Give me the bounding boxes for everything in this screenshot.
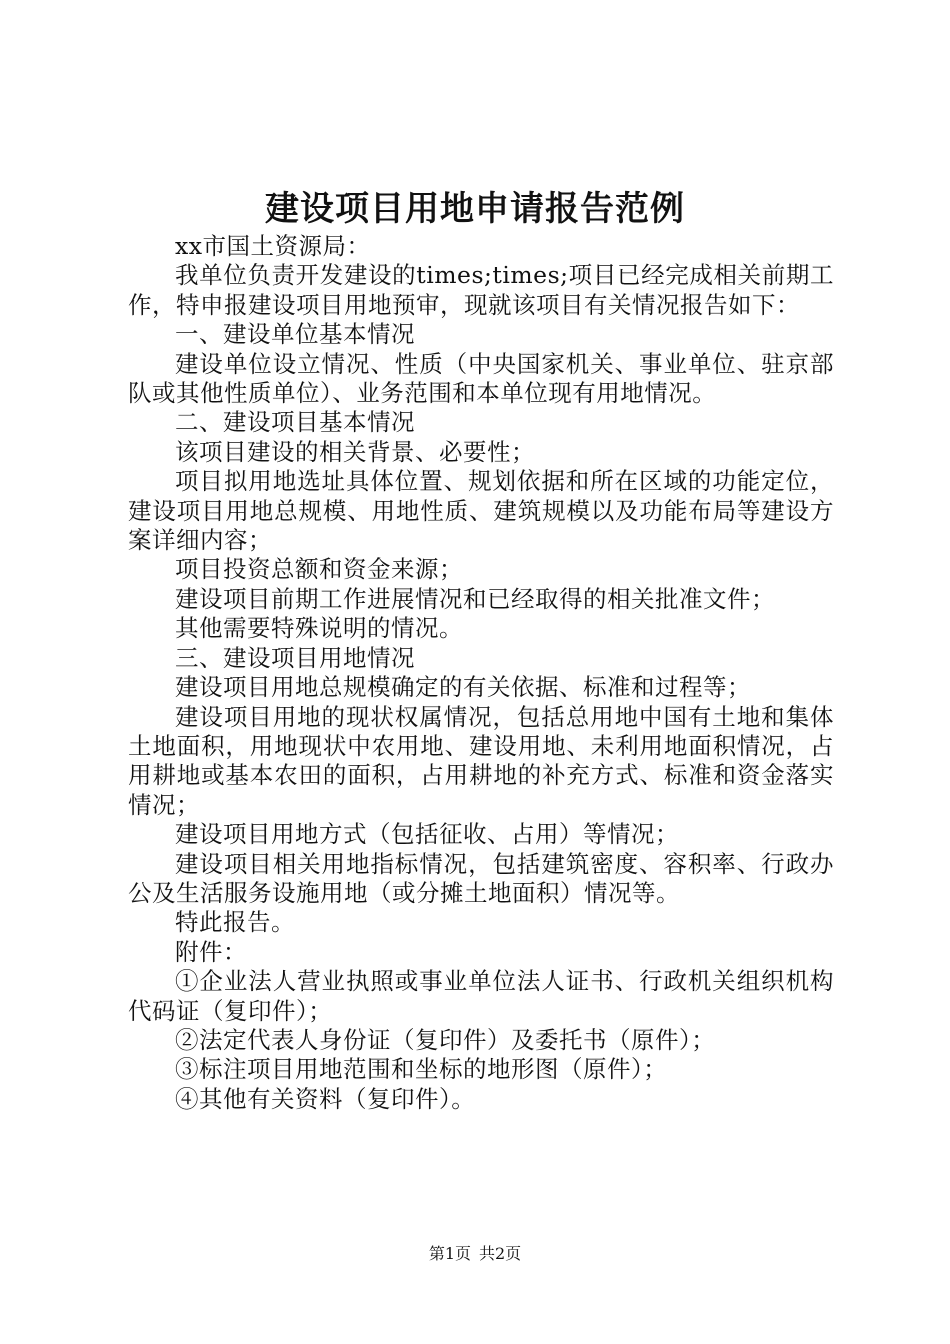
attachment-item: ③标注项目用地范围和坐标的地形图（原件）； xyxy=(175,1055,668,1084)
paragraph: 项目投资总额和资金来源； xyxy=(175,555,463,584)
attachment-item: ②法定代表人身份证（复印件）及委托书（原件）； xyxy=(175,1025,716,1054)
paragraph: 建设项目相关用地指标情况，包括建筑密度、容积率、行政办公及生活服务设施用地（或分摊土地面积）情况等。 xyxy=(128,849,834,907)
attachment-item: ①企业法人营业执照或事业单位法人证书、行政机关组织机构代码证（复印件）； xyxy=(128,967,834,1025)
section-heading-2: 二、建设项目基本情况 xyxy=(175,408,415,437)
document-body xyxy=(128,232,834,1114)
document-title: 建设项目用地申请报告范例 xyxy=(265,189,685,229)
paragraph: 该项目建设的相关背景、必要性； xyxy=(175,437,535,466)
paragraph: 其他需要特殊说明的情况。 xyxy=(175,614,463,643)
page-number: 第1页 xyxy=(428,1244,471,1263)
paragraph: 建设项目用地总规模确定的有关依据、标准和过程等； xyxy=(175,673,751,702)
paragraph: 建设项目前期工作进展情况和已经取得的相关批准文件； xyxy=(175,584,775,613)
page-total: 共2页 xyxy=(479,1244,522,1263)
attachments-heading: 附件： xyxy=(175,937,247,966)
paragraph: 建设单位设立情况、性质（中央国家机关、事业单位、驻京部队或其他性质单位）、业务范围和本单位现有用地情况。 xyxy=(128,349,834,408)
section-heading-1: 一、建设单位基本情况 xyxy=(175,320,415,349)
paragraph-addressee: xx市国土资源局： xyxy=(175,232,371,260)
page-footer xyxy=(0,1243,950,1265)
paragraph-closing: 特此报告。 xyxy=(175,908,295,937)
attachment-item: ④其他有关资料（复印件）。 xyxy=(175,1084,476,1113)
paragraph: 项目拟用地选址具体位置、规划依据和所在区域的功能定位，建设项目用地总规模、用地性质、建筑规模以及功能布局等建设方案详细内容； xyxy=(128,467,834,555)
paragraph-intro: 我单位负责开发建设的times;times;项目已经完成相关前期工作，特申报建设项目用地预审，现就该项目有关情况报告如下： xyxy=(128,261,834,319)
paragraph: 建设项目用地的现状权属情况，包括总用地中国有土地和集体土地面积，用地现状中农用地、建设用地、未利用地面积情况，占用耕地或基本农田的面积，占用耕地的补充方式、标准和资金落实情况； xyxy=(128,702,834,819)
paragraph: 建设项目用地方式（包括征收、占用）等情况； xyxy=(175,820,679,849)
section-heading-3: 三、建设项目用地情况 xyxy=(175,643,415,672)
